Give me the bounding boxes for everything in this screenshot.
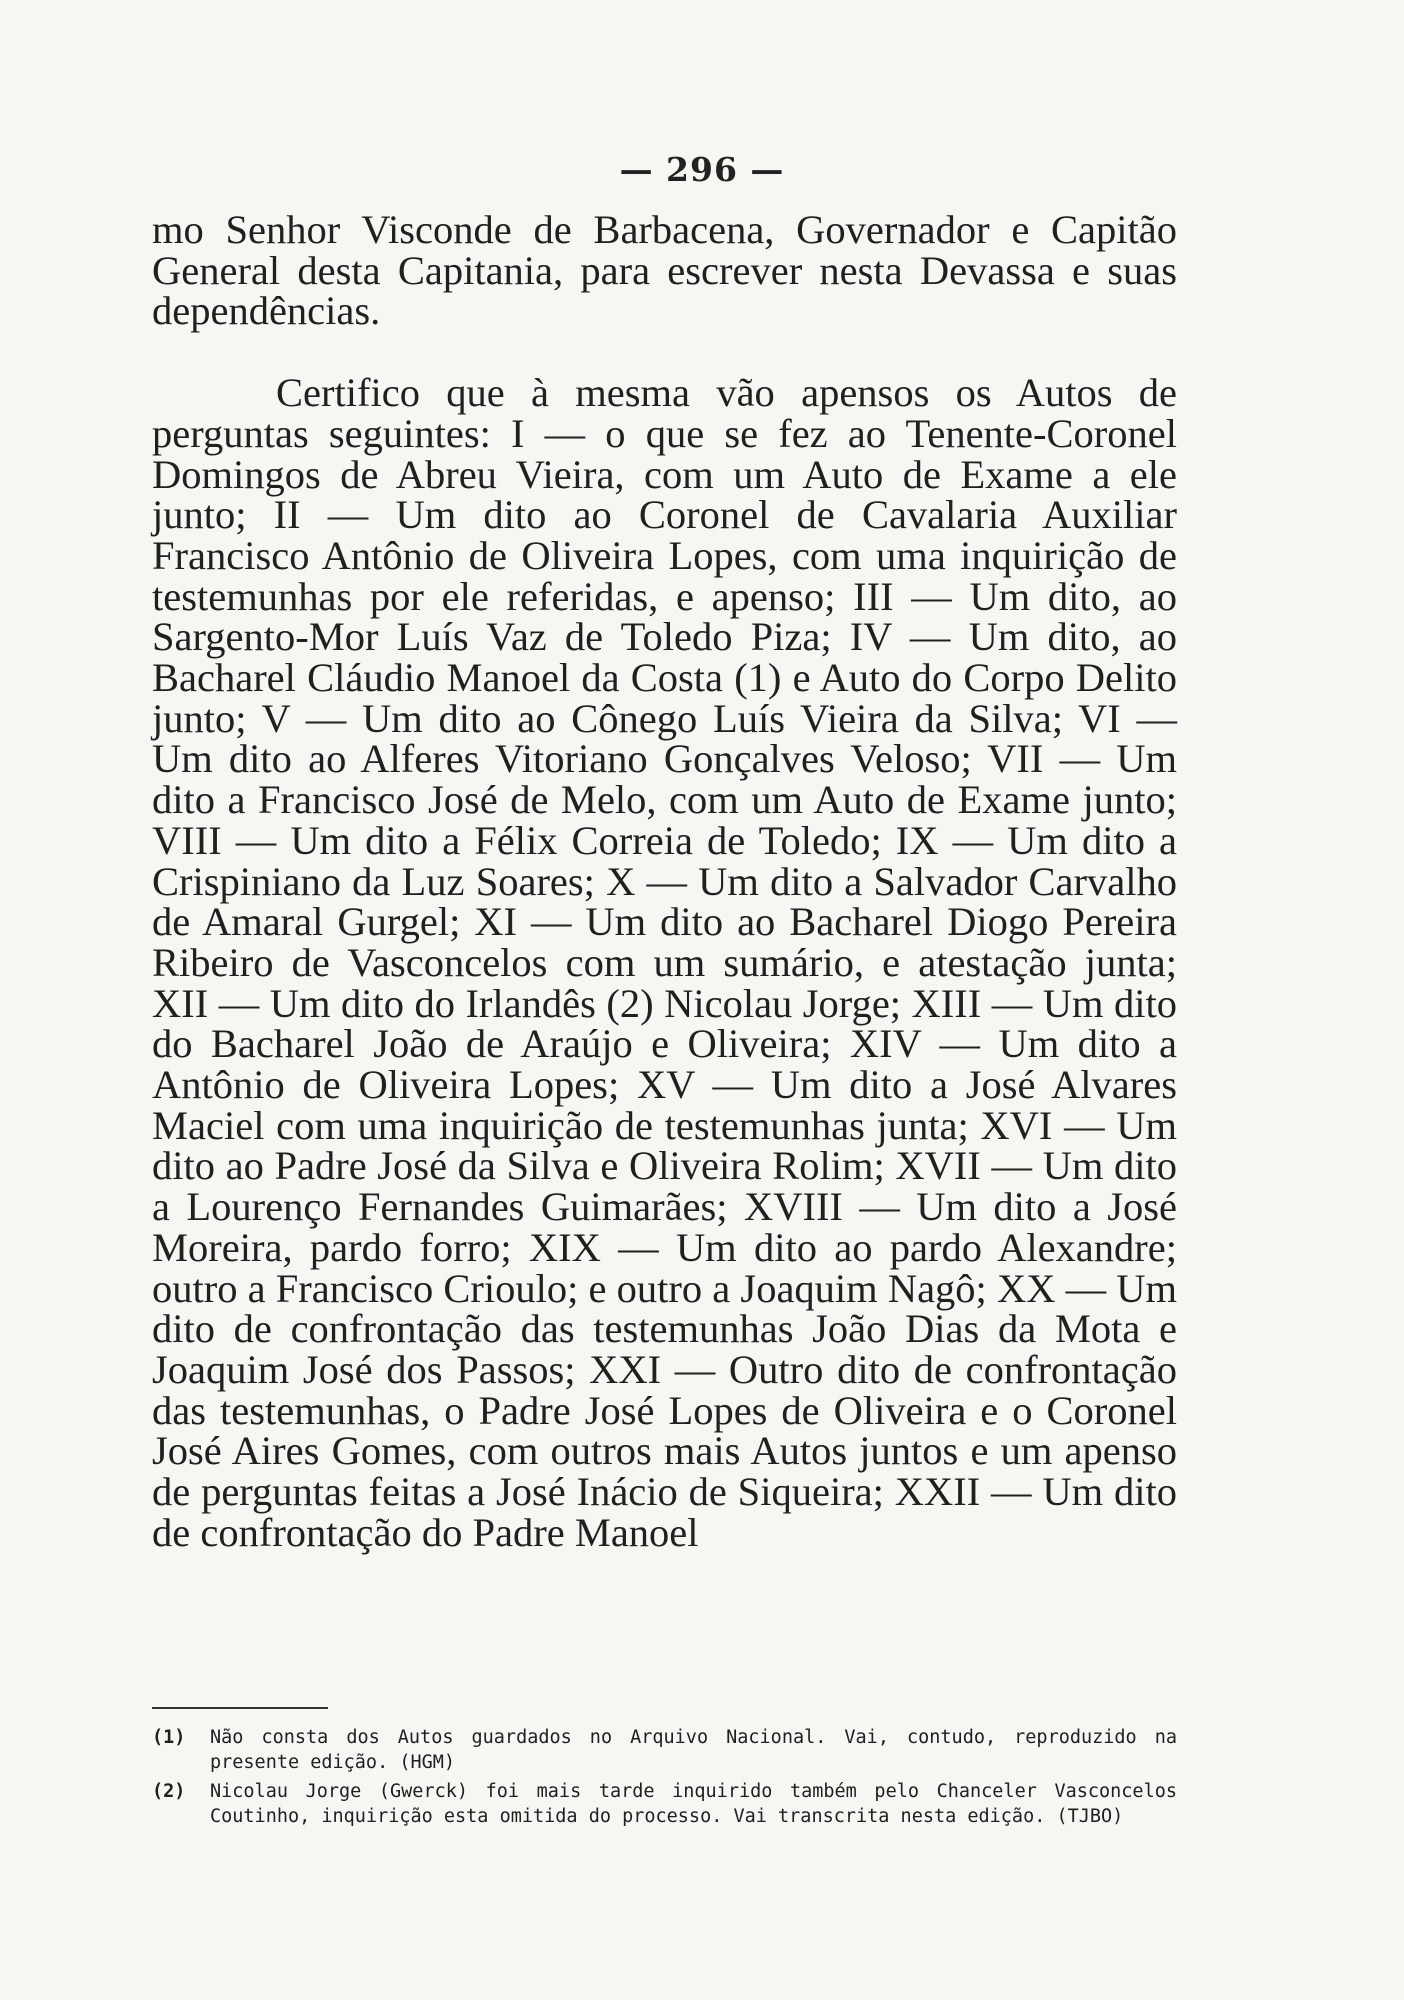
footnote-marker: (2)	[152, 1781, 186, 1802]
paragraph-certification: Certifico que à mesma vão apensos os Autos de perguntas seguintes: I — o que se fez ao Tenente-Coronel Domingos de Abreu Vieira, com um Auto de Exame a ele junto; II — Um dito ao Coronel de Cavalaria Auxiliar Francisco Antônio de Oliveira Lopes, com uma inquirição de testemunhas por ele referidas, e apenso; III — Um dito, ao Sargento-Mor Luís Vaz de Toledo Piza; IV — Um dito, ao Bacharel Cláudio Manoel da Costa (1) e Auto do Corpo Delito junto; V — Um dito ao Cônego Luís Vieira da Silva; VI — Um dito ao Alferes Vitoriano Gonçalves Veloso; VII — Um dito a Francisco José de Melo, com um Auto de Exame junto; VIII — Um dito a Félix Correia de Toledo; IX — Um dito a Crispiniano da Luz Soares; X — Um dito a Salvador Carvalho de Amaral Gurgel; XI — Um dito ao Bacharel Diogo Pereira Ribeiro de Vasconcelos com um sumário, e atestação junta; XII — Um dito do Irlandês (2) Nicolau Jorge; XIII — Um dito do Bacharel João de Araújo e Oliveira; XIV — Um dito a Antônio de Oliveira Lopes; XV — Um dito a José Alvares Maciel com uma inquirição de testemunhas junta; XVI — Um dito ao Padre José da Silva e Oliveira Rolim; XVII — Um dito a Lourenço Fernandes Guimarães; XVIII — Um dito a José Moreira, pardo forro; XIX — Um dito ao pardo Alexandre; outro a Francisco Crioulo; e outro a Joaquim Nagô; XX — Um dito de confrontação das testemunhas João Dias da Mota e Joaquim José dos Passos; XXI — Outro dito de confrontação das testemunhas, o Padre José Lopes de Oliveira e o Coronel José Aires Gomes, com outros mais Autos juntos e um apenso de perguntas feitas a José Inácio de Siqueira; XXII — Um dito de confrontação do Padre Manoel	[152, 370, 1177, 1555]
footnote-2	[152, 1779, 1177, 1829]
footnote-1	[152, 1725, 1177, 1775]
paragraph-continuation: mo Senhor Visconde de Barbacena, Governador e Capitão General desta Capitania, para escrever nesta Devassa e suas dependências.	[152, 207, 1177, 334]
main-text	[152, 207, 1177, 1555]
page-number: — 296 —	[619, 150, 785, 189]
footnote-text: Não consta dos Autos guardados no Arquivo Nacional. Vai, contudo, reproduzido na presente edição. (HGM)	[210, 1727, 1177, 1773]
footnote-marker: (1)	[152, 1727, 186, 1748]
footnote-text: Nicolau Jorge (Gwerck) foi mais tarde inquirido também pelo Chanceler Vasconcelos Coutinho, inquirição esta omitida do processo. Vai transcrita nesta edição. (TJBO)	[210, 1781, 1177, 1827]
footnotes	[152, 1725, 1177, 1833]
footnote-divider	[152, 1707, 328, 1709]
